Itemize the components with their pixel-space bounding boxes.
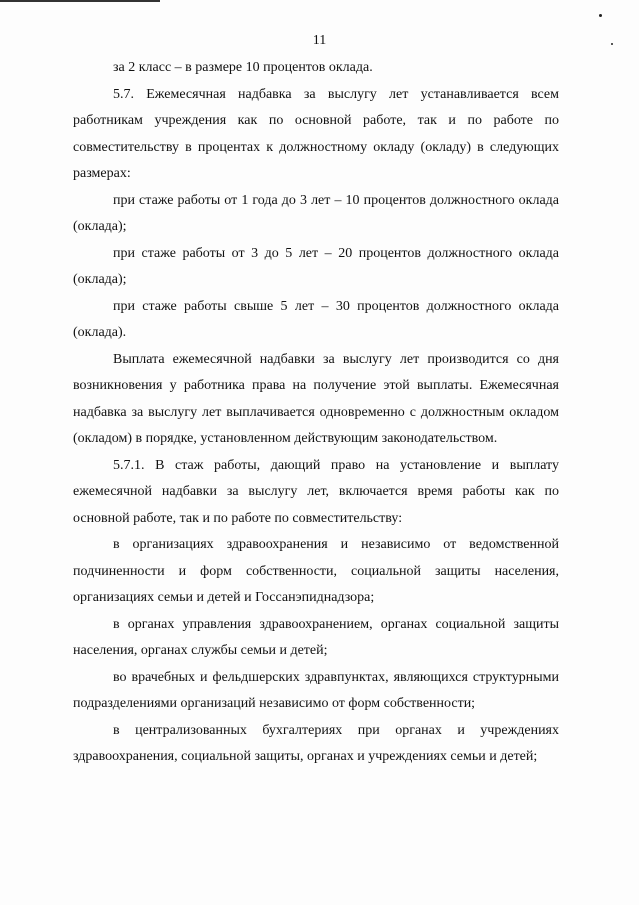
page-number: 11 — [312, 33, 327, 48]
scan-speck — [599, 14, 602, 17]
paragraph-2: 5.7. Ежемесячная надбавка за выслугу лет устанавливается всем работникам учреждения как по основной работе, так и по работе по совместительству в процентах к должностному окладу (окладу) в следующих размерах: — [73, 86, 559, 181]
top-edge-rule — [0, 0, 160, 2]
paragraph-6: Выплата ежемесячной надбавки за выслугу лет производится со дня возникновения у работника права на получение этой выплаты. Ежемесячная надбавка за выслугу лет выплачивается одновременно с должностным окладом (окладом) в порядке, установленном действующим законодательством. — [73, 351, 559, 446]
paragraph-10: во врачебных и фельдшерских здравпунктах, являющихся структурными подразделениями организаций независимо от форм собственности; — [73, 669, 559, 711]
paragraph-11: в централизованных бухгалтериях при органах и учреждениях здравоохранения, социальной защиты, органах и учреждениях семьи и детей; — [73, 722, 559, 764]
paragraph-4: при стаже работы от 3 до 5 лет – 20 процентов должностного оклада (оклада); — [73, 245, 559, 287]
document-body — [73, 55, 559, 771]
paragraph-5: при стаже работы свыше 5 лет – 30 процентов должностного оклада (оклада). — [73, 298, 559, 340]
paragraph-8: в организациях здравоохранения и независимо от ведомственной подчиненности и форм собственности, социальной защиты населения, организациях семьи и детей и Госсанэпиднадзора; — [73, 537, 559, 605]
scan-speck — [611, 43, 613, 45]
paragraph-7: 5.7.1. В стаж работы, дающий право на установление и выплату ежемесячной надбавки за выслугу лет, включается время работы как по основной работе, так и по работе по совместительству: — [73, 457, 559, 526]
paragraph-1: за 2 класс – в размере 10 процентов оклада. — [113, 60, 373, 75]
paragraph-3: при стаже работы от 1 года до 3 лет – 10 процентов должностного оклада (оклада); — [73, 192, 559, 234]
paragraph-9: в органах управления здравоохранением, органах социальной защиты населения, органах службы семьи и детей; — [73, 616, 559, 658]
